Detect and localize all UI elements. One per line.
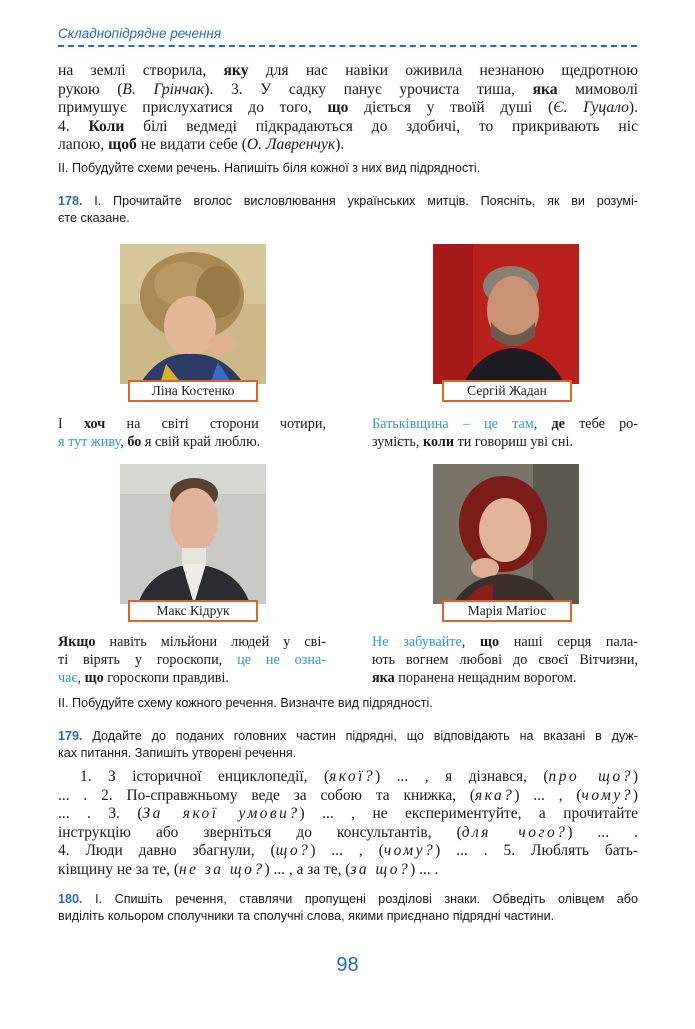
ex179-line-3: ... . 3. (За якої умови?) ... , не експериментуйте, а прочитайте <box>58 805 638 823</box>
quote-lina-kostenko: І хоч на світі сторони чотири, я тут живу, бо я свій край люблю. <box>58 416 326 450</box>
quote-serhiy-zhadan: Батьківщина – це там, де тебе ро- зумієть, коли ти говориш уві сні. <box>372 416 638 450</box>
page-number: 98 <box>336 954 359 976</box>
exercise-number: 179. <box>58 729 83 743</box>
ex179-line-2: ... . 2. По-справжньому веде за собою та книжка, (яка?) ... , (чому?) <box>58 786 638 804</box>
quote-maria-matios: Не забувайте, що наші серця пала- ють вогнем любові до своєї Вітчизни, яка поранена нещадним ворогом. <box>372 634 639 686</box>
intro-line-4: 4. Коли білі ведмеді підкрадаються до здобичі, то прикривають ніс <box>58 117 638 135</box>
caption-max-kidruk: Макс Кідрук <box>128 600 258 622</box>
exercise-number: 178. <box>58 194 83 208</box>
task-ii-scheme-each: ІІ. Побудуйте схему кожного речення. Визначте вид підрядності. <box>58 696 433 710</box>
ex179-line-4: інструкцію або зверніться до консультантів, (для чого?) ... . <box>58 823 639 841</box>
intro-line-3: примушує прислухатися до того, що діється у твоїй душі (Є. Гуцало). <box>58 99 638 116</box>
portrait-serhiy-zhadan <box>433 244 579 384</box>
portrait-maria-matios <box>433 464 579 604</box>
exercise-178-instructions: 178. І. Прочитайте вголос висловлювання українських митців. Поясніть, як ви розумі- єте сказане. <box>58 194 638 225</box>
caption-maria-matios: Марія Матіос <box>442 600 572 622</box>
task-ii-schemes: ІІ. Побудуйте схеми речень. Напишіть біля кожної з них вид підрядності. <box>58 161 481 175</box>
exercise-179-instructions: 179. Додайте до поданих головних частин підрядні, що відповідають на вказані в дуж- ках питання. Запишіть утворені речення. <box>58 729 638 760</box>
running-header: Складнопідрядне речення <box>58 26 222 41</box>
caption-serhiy-zhadan: Сергій Жадан <box>442 380 572 402</box>
intro-line-2: рукою (В. Грінчак). 3. У садку панує урочиста тиша, яка мимоволі <box>58 80 638 98</box>
quote-max-kidruk: Якщо навіть мільйони людей у сві- ті вірять у гороскопи, це не озна- чає, що гороскопи правдиві. <box>58 634 326 686</box>
ex179-line-1: 1. З історичної енциклопедії, (якої?) ... , я дізнався, (про що?) <box>80 768 638 785</box>
exercise-number: 180. <box>58 892 83 906</box>
ex179-line-5: 4. Люди давно збагнули, (що?) ... , (чому?) ... . 5. Люблять бать- <box>58 842 638 860</box>
portrait-lina-kostenko <box>120 244 266 384</box>
caption-lina-kostenko: Ліна Костенко <box>128 380 258 402</box>
header-divider <box>58 45 637 47</box>
intro-paragraph <box>58 62 638 155</box>
intro-line-5: лапою, щоб не видати себе (О. Лавренчук). <box>58 136 345 153</box>
portrait-max-kidruk <box>120 464 266 604</box>
exercise-179-body <box>58 768 638 880</box>
ex179-line-6: ківщину не за те, (не за що?) ... , а за те, (за що?) ... . <box>58 860 439 878</box>
intro-line-1: на землі створила, яку для нас навіки оживила незнаною щедротною <box>58 62 638 79</box>
exercise-180-instructions: 180. І. Спишіть речення, ставлячи пропущені розділові знаки. Обведіть олівцем або виділіть кольором сполучники та сполучні слова, якими приєднано підрядні частини. <box>58 892 638 923</box>
